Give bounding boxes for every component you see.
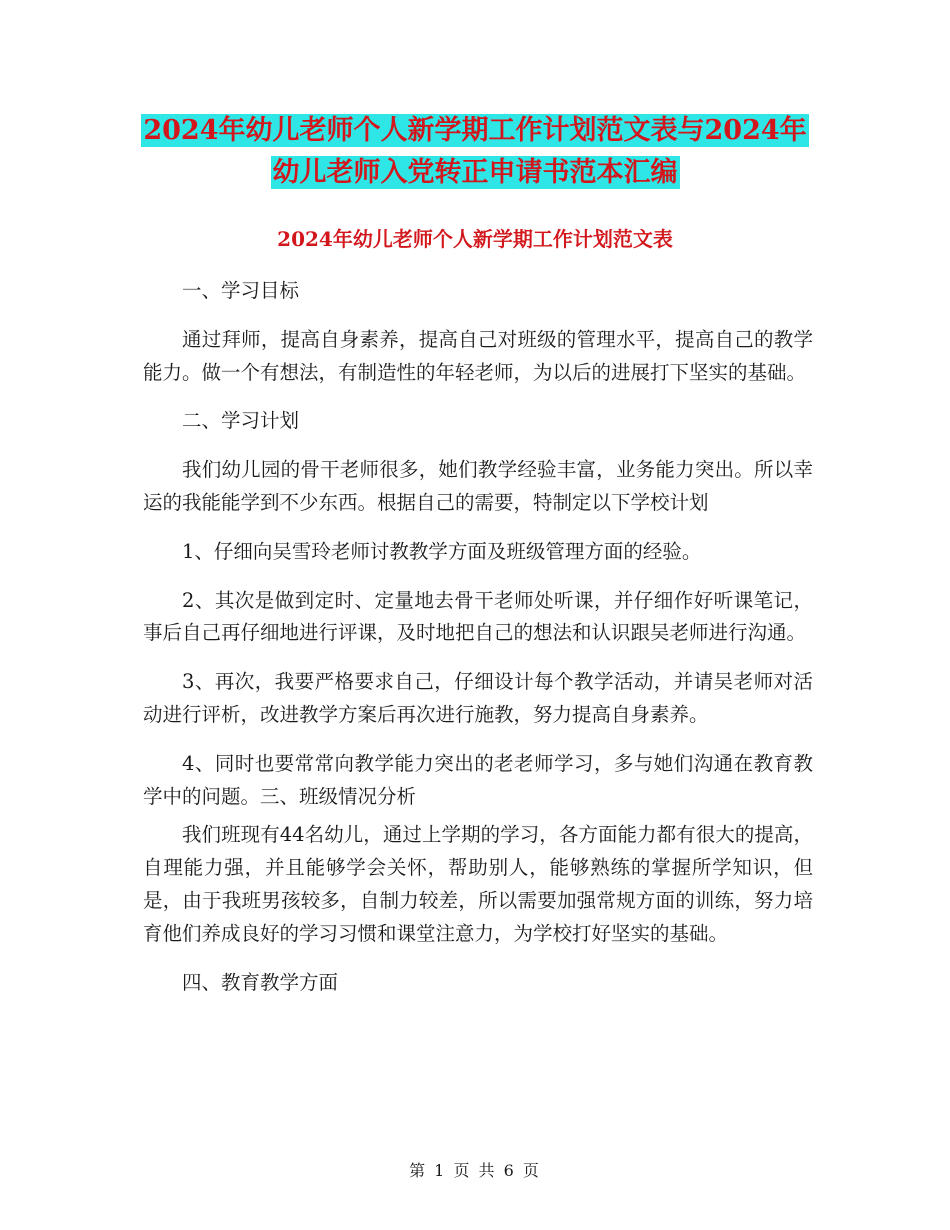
paragraph: 我们幼儿园的骨干老师很多，她们教学经验丰富，业务能力突出。所以幸运的我能能学到不少东西。根据自己的需要，特制定以下学校计划: [143, 458, 813, 514]
section-title: 2024年幼儿老师个人新学期工作计划范文表: [277, 227, 673, 251]
page-footer: 第 1 页 共 6 页: [409, 1161, 541, 1180]
heading-learning-plan: 二、学习计划: [182, 409, 300, 433]
list-item: 2、其次是做到定时、定量地去骨干老师处听课，并仔细作好听课笔记，事后自己再仔细地进行评课，及时地把自己的想法和认识跟吴老师进行沟通。: [143, 588, 813, 645]
list-item: 3、再次，我要严格要求自己，仔细设计每个教学活动，并请吴老师对活动进行评析，改进教学方案后再次进行施教，努力提高自身素养。: [143, 670, 813, 726]
list-item: 4、同时也要常常向教学能力突出的老老师学习，多与她们沟通在教育教学中的问题。三、班级情况分析: [143, 751, 813, 808]
document-title-line-1: [0, 113, 950, 149]
document-title-line-2: [0, 155, 950, 191]
heading-learning-goals: 一、学习目标: [182, 279, 300, 302]
list-item: 1、仔细向吴雪玲老师讨教教学方面及班级管理方面的经验。: [182, 539, 702, 563]
title-highlight-1: 2024年幼儿老师个人新学期工作计划范文表与2024年: [143, 115, 807, 146]
paragraph: 通过拜师，提高自身素养，提高自己对班级的管理水平，提高自己的教学能力。做一个有想法，有制造性的年轻老师，为以后的进展打下坚实的基础。: [143, 327, 813, 384]
heading-teaching: 四、教育教学方面: [182, 970, 339, 994]
document-body: [143, 275, 813, 999]
title-highlight-2: 幼儿老师入党转正申请书范本汇编: [272, 157, 678, 188]
paragraph: 我们班现有44名幼儿，通过上学期的学习，各方面能力都有很大的提高，自理能力强，并且能够学会关怀，帮助别人，能够熟练的掌握所学知识，但是，由于我班男孩较多，自制力较差，所以需要加强常规方面的训练，努力培育他们养成良好的学习习惯和课堂注意力，为学校打好坚实的基础。: [143, 823, 813, 945]
